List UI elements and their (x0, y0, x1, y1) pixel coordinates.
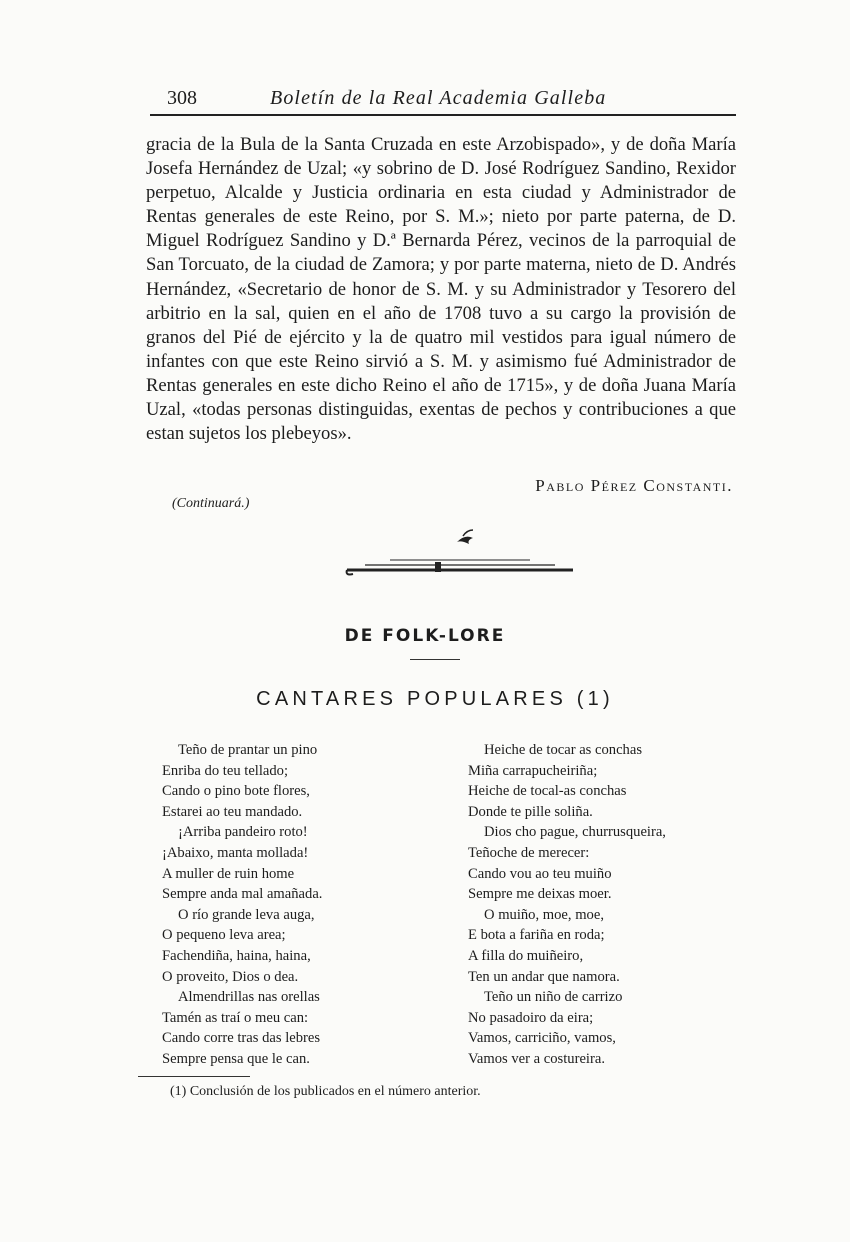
footnote: (1) Conclusión de los publicados en el número anterior. (170, 1084, 481, 1099)
stanza (468, 822, 748, 904)
verse-line: O río grande leva auga, (178, 906, 315, 923)
verse-line: Sempre anda mal amañada. (162, 886, 323, 903)
verse-line: Teño de prantar un pino (178, 742, 318, 758)
poem-column-left (162, 740, 402, 1070)
ornament-divider-icon (345, 520, 575, 580)
verse-line: Cando corre tras das lebres (162, 1030, 321, 1047)
verse-line: O proveito, Dios o dea. (162, 968, 299, 985)
verse-line: A muller de ruin home (162, 865, 295, 882)
prose-paragraph: gracia de la Bula de la Santa Cruzada en este Arzobispado», y de doña María Josefa Hernández de Uzal; «y sobrino de D. José Rodríguez Sandino, Rexidor perpetuo, Alcalde y Justicia ordinaria en esta ciudad y Administrador de Rentas generales de este Reino, por S. M.»; nieto por parte paterna, de D. Miguel Rodríguez Sandino y D.ª Bernarda Pérez, vecinos de la parroquial de San Torcuato, de la ciudad de Zamora; y por parte materna, nieto de D. Andrés Hernández, «Secretario de honor de S. M. y su Administrador y Tesorero del arbitrio en la sal, quien en el año de 1708 tuvo a su cargo la provisión de granos del Pié de ejército y la de quatro mil vestidos para igual número de infantes con que este Reino sirvió a S. M. y asimismo fué Administrador de Rentas generales en este dicho Reino el año de 1715», y de doña Juana María Uzal, «todas personas distinguidas, exentas de pechos y contribuciones a que estan sujetos los plebeyos». (146, 134, 736, 445)
verse-line: Dios cho pague, churrusqueira, (484, 824, 666, 841)
verse-line: Sempre pensa que le can. (162, 1050, 310, 1067)
verse-line: O muiño, moe, moe, (484, 906, 604, 923)
verse-line: Fachendiña, haina, haina, (162, 947, 311, 964)
page-header (140, 84, 736, 114)
verse-line: Miña carrapucheiriña; (468, 762, 598, 779)
poem-column-right (468, 740, 748, 1070)
continued-note: (Continuará.) (172, 496, 250, 511)
verse-line: Vamos, carriciño, vamos, (468, 1030, 616, 1047)
footnote-rule (138, 1076, 250, 1077)
verse-line: Vamos ver a costureira. (468, 1050, 605, 1067)
section-title: DE FOLK-LORE (344, 626, 506, 646)
header-rule (150, 114, 736, 116)
verse-line: Donde te pille soliña. (468, 803, 593, 820)
stanza (162, 740, 402, 822)
verse-line: Teño un niño de carrizo (484, 989, 623, 1006)
page-number: 308 (167, 87, 197, 109)
verse-line: Cando o pino bote flores, (162, 783, 310, 800)
verse-line: Heiche de tocal-as conchas (468, 783, 627, 800)
stanza (468, 905, 748, 987)
verse-line: No pasadoiro da eira; (468, 1009, 594, 1026)
verse-line: O pequeno leva area; (162, 927, 286, 944)
stanza (468, 740, 748, 822)
stanza (468, 987, 748, 1069)
verse-line: Cando vou ao teu muiño (468, 865, 612, 882)
author-signature: Pablo Pérez Constanti. (535, 476, 733, 495)
verse-line: ¡Arriba pandeiro roto! (178, 824, 308, 841)
section-rule (410, 659, 460, 660)
verse-line: Estarei ao teu mandado. (162, 803, 303, 820)
stanza (162, 822, 402, 904)
verse-line: Ten un andar que namora. (468, 968, 620, 985)
verse-line: E bota a fariña en roda; (468, 927, 605, 944)
verse-line: Heiche de tocar as conchas (484, 742, 643, 758)
poem-title: CANTARES POPULARES (1) (256, 688, 614, 710)
verse-line: Almendrillas nas orellas (178, 989, 320, 1006)
verse-line: Tamén as traí o meu can: (162, 1009, 309, 1026)
verse-line: Enriba do teu tellado; (162, 762, 289, 779)
prose-block (146, 133, 736, 446)
verse-line: A filla do muiñeiro, (468, 947, 584, 964)
verse-line: Sempre me deixas moer. (468, 886, 612, 903)
stanza (162, 905, 402, 987)
verse-line: ¡Abaixo, manta mollada! (162, 844, 309, 861)
journal-title: Boletín de la Real Academia Galleba (270, 87, 607, 109)
stanza (162, 987, 402, 1069)
verse-line: Teñoche de merecer: (468, 844, 590, 861)
